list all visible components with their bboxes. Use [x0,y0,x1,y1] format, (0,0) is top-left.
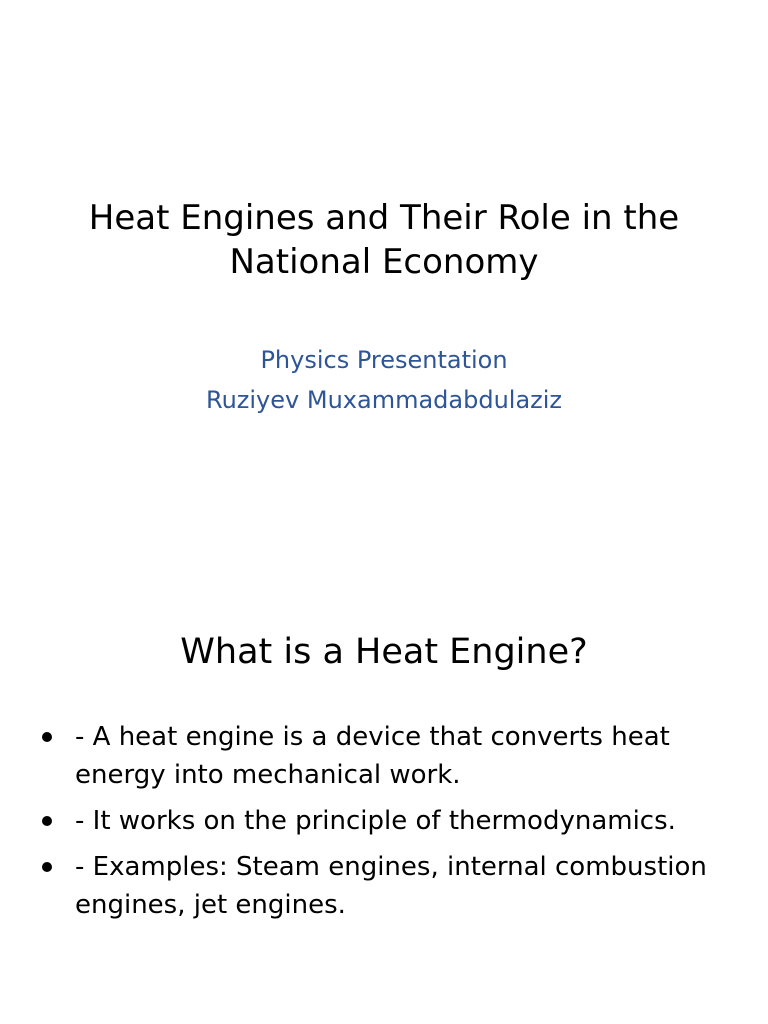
bullet-item [38,718,738,794]
bullet-dot-icon [42,816,52,826]
bullet-dot-icon [42,862,52,872]
bullet-text: - Examples: Steam engines, internal combustion engines, jet engines. [75,852,707,920]
slide-heading: What is a Heat Engine? [180,632,588,672]
bullet-item [38,848,738,924]
slide-heat-engine [0,512,768,1024]
bullet-text: - A heat engine is a device that converts heat energy into mechanical work. [75,722,670,790]
subtitle-line-presentation: Physics Presentation [260,346,508,374]
bullet-text: - It works on the principle of thermodynamics. [75,806,676,836]
slide-title-heading: Heat Engines and Their Role in the National Economy [88,198,680,282]
bullet-list [38,718,738,932]
bullet-item [38,802,738,840]
slide-subtitle [60,340,708,420]
subtitle-line-author: Ruziyev Muxammadabdulaziz [205,386,563,414]
bullet-dot-icon [42,732,52,742]
